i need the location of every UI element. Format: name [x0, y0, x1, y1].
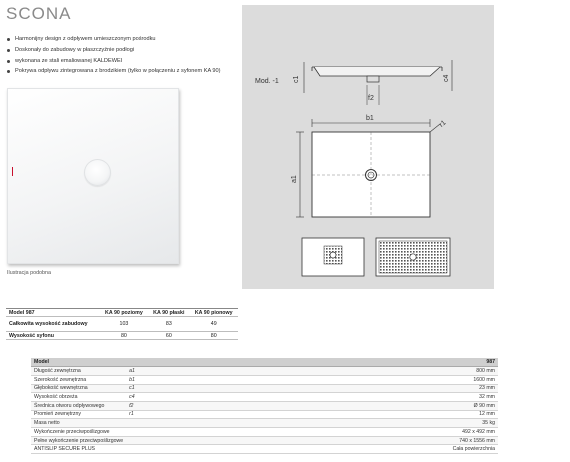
spec-value: Ø 90 mm — [186, 401, 498, 410]
mod-label: Mod. -1 — [255, 78, 279, 85]
table-header-cell: Model — [31, 358, 126, 367]
table-header-row — [6, 309, 238, 317]
table-row — [31, 393, 498, 402]
table-row — [31, 445, 498, 454]
spec-value: 12 mm — [186, 410, 498, 419]
table-header-cell: KA 90 poziomy — [100, 309, 148, 317]
spec-symbol — [126, 445, 186, 454]
section-drain — [367, 76, 379, 82]
spec-value: 32 mm — [186, 393, 498, 402]
feature-list — [6, 34, 238, 77]
spec-symbol: a1 — [126, 367, 186, 376]
table-header-cell: KA 90 pionowy — [189, 309, 238, 317]
table-row — [31, 436, 498, 445]
spec-label: ANTISLIP SECURE PLUS — [31, 445, 126, 454]
spec-symbol — [126, 419, 186, 428]
spec-label: Wykończenie przeciwpoślizgowe — [31, 428, 126, 437]
table-cell: 49 — [189, 317, 238, 332]
f2-label: f2 — [368, 95, 374, 102]
table-cell: Wysokość syfonu — [6, 332, 100, 340]
table-row — [31, 367, 498, 376]
table-row — [31, 428, 498, 437]
table-row — [31, 375, 498, 384]
table-row — [31, 401, 498, 410]
spec-symbol — [126, 436, 186, 445]
brand-logo-mark — [12, 167, 13, 176]
c1-label: c1 — [293, 75, 300, 83]
spec-value: 800 mm — [186, 367, 498, 376]
b1-label: b1 — [366, 115, 374, 122]
table-cell: 80 — [100, 332, 148, 340]
specifications-table — [31, 358, 498, 454]
table-row — [6, 317, 238, 332]
table-row — [31, 410, 498, 419]
antislip-partial-drain — [330, 252, 336, 258]
page-title: SCONA — [6, 4, 72, 23]
feature-item: Doskonały do zabudowy w płaszczyźnie podłogi — [6, 45, 238, 56]
spec-label: Głębokość wewnętrzna — [31, 384, 126, 393]
spec-symbol — [126, 428, 186, 437]
product-image — [7, 88, 179, 264]
spec-symbol: r1 — [126, 410, 186, 419]
drain-cover — [84, 159, 111, 186]
spec-value: 35 kg — [186, 419, 498, 428]
spec-value: Cała powierzchnia — [186, 445, 498, 454]
spec-label: Masa netto — [31, 419, 126, 428]
table-cell: 83 — [148, 317, 189, 332]
feature-item: wykonana ze stali emaliowanej KALDEWEI — [6, 56, 238, 67]
technical-drawing — [242, 5, 494, 289]
spec-value: 1600 mm — [186, 375, 498, 384]
table-cell: 103 — [100, 317, 148, 332]
technical-drawing-svg — [242, 5, 494, 289]
antislip-full-drain — [410, 254, 416, 260]
feature-item: Harmonijny design z odpływem umieszczonym pośrodku — [6, 34, 238, 45]
spec-symbol: c1 — [126, 384, 186, 393]
spec-label: Długość zewnętrzna — [31, 367, 126, 376]
table-header-row — [31, 358, 498, 367]
spec-symbol: c4 — [126, 393, 186, 402]
spec-label: Wysokość obrzeża — [31, 393, 126, 402]
spec-value: 740 x 1556 mm — [186, 436, 498, 445]
siphon-variants-table — [6, 308, 238, 340]
table-cell: 80 — [189, 332, 238, 340]
table-header-cell: Model 987 — [6, 309, 100, 317]
spec-label: Szerokość zewnętrzna — [31, 375, 126, 384]
a1-label: a1 — [291, 175, 298, 183]
table-row — [31, 384, 498, 393]
spec-value: 23 mm — [186, 384, 498, 393]
section-tray-profile — [314, 67, 440, 76]
spec-label: Pełne wykończenie przeciwpoślizgowe — [31, 436, 126, 445]
spec-symbol: b1 — [126, 375, 186, 384]
feature-item: Pokrywa odpływu zintegrowana z brodzikiem (tylko w połączeniu z syfonem KA 90) — [6, 66, 238, 77]
spec-label: Promień zewnętrzny — [31, 410, 126, 419]
spec-symbol: f2 — [126, 401, 186, 410]
table-row — [31, 419, 498, 428]
image-caption: Ilustracja podobna — [7, 270, 52, 276]
table-header-cell: KA 90 płaski — [148, 309, 189, 317]
r1-label: r1 — [438, 119, 448, 129]
table-cell: Całkowita wysokość zabudowy — [6, 317, 100, 332]
spec-label: Średnica otworu odpływowego — [31, 401, 126, 410]
table-row — [6, 332, 238, 340]
c4-label: c4 — [443, 74, 450, 82]
table-header-cell — [126, 358, 186, 367]
table-cell: 60 — [148, 332, 189, 340]
table-header-cell: 987 — [186, 358, 498, 367]
spec-value: 492 x 492 mm — [186, 428, 498, 437]
